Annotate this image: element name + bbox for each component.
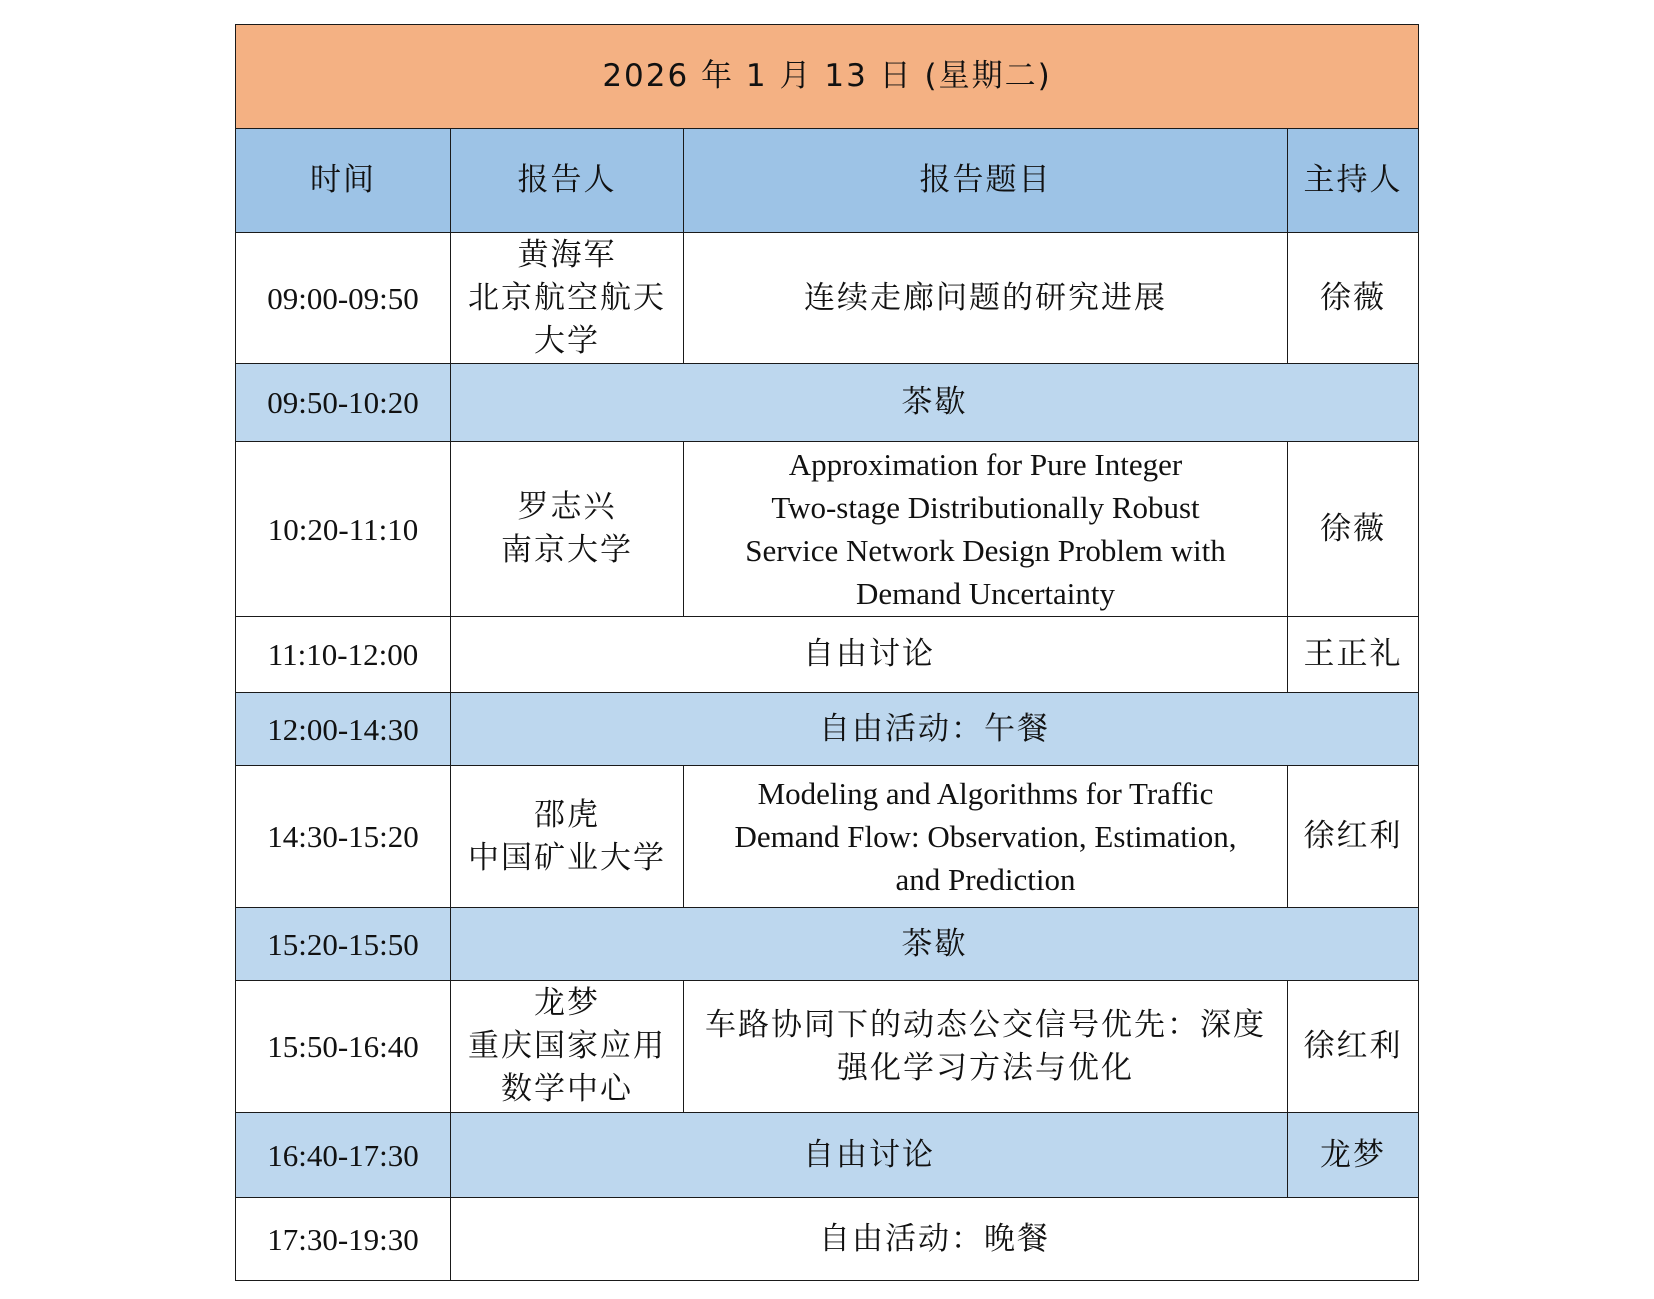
topic-line: 车路协同下的动态公交信号优先：深度 <box>705 1006 1266 1043</box>
time-cell: 09:50-10:20 <box>236 364 451 442</box>
topic-line: and Prediction <box>895 862 1076 897</box>
event-cell: 自由活动：午餐 <box>451 693 1419 766</box>
speaker-affiliation: 中国矿业大学 <box>468 839 666 876</box>
event-cell: 自由活动：晚餐 <box>451 1198 1419 1281</box>
topic-cell <box>684 981 1288 1113</box>
host-cell: 徐红利 <box>1288 981 1419 1113</box>
event-cell: 自由讨论 <box>451 1113 1288 1198</box>
speaker-cell <box>451 766 684 908</box>
speaker-affiliation: 北京航空航天 <box>468 279 666 316</box>
break-row <box>236 908 1419 981</box>
host-cell: 徐薇 <box>1288 233 1419 364</box>
table-row <box>236 617 1419 693</box>
header-row <box>236 129 1419 233</box>
speaker-name: 龙梦 <box>534 985 600 1021</box>
speaker-affiliation: 数学中心 <box>501 1071 633 1107</box>
time-cell: 17:30-19:30 <box>236 1198 451 1281</box>
host-cell: 徐薇 <box>1288 442 1419 617</box>
topic-line: Modeling and Algorithms for Traffic <box>757 776 1214 811</box>
speaker-affiliation: 重庆国家应用 <box>468 1028 666 1064</box>
table-row <box>236 233 1419 364</box>
date-title-row <box>236 25 1419 129</box>
topic-line: Two-stage Distributionally Robust <box>771 490 1200 525</box>
break-row <box>236 1113 1419 1198</box>
header-time: 时间 <box>236 129 451 233</box>
table-row <box>236 766 1419 908</box>
topic-cell: 连续走廊问题的研究进展 <box>684 233 1288 364</box>
header-topic: 报告题目 <box>684 129 1288 233</box>
time-cell: 16:40-17:30 <box>236 1113 451 1198</box>
schedule-table <box>235 24 1419 1281</box>
event-cell: 自由讨论 <box>451 617 1288 693</box>
topic-cell <box>684 442 1288 617</box>
date-title: 2026 年 1 月 13 日 (星期二) <box>236 25 1419 129</box>
host-cell: 龙梦 <box>1288 1113 1419 1198</box>
speaker-affiliation: 南京大学 <box>501 532 633 568</box>
speaker-affiliation: 大学 <box>534 322 600 359</box>
speaker-cell <box>451 981 684 1113</box>
topic-line: Approximation for Pure Integer <box>788 447 1183 482</box>
table-row <box>236 1198 1419 1281</box>
topic-line: Service Network Design Problem with <box>745 533 1226 568</box>
topic-line: Demand Flow: Observation, Estimation, <box>734 819 1237 854</box>
speaker-cell <box>451 442 684 617</box>
header-host: 主持人 <box>1288 129 1419 233</box>
time-cell: 15:50-16:40 <box>236 981 451 1113</box>
event-cell: 茶歇 <box>451 908 1419 981</box>
time-cell: 09:00-09:50 <box>236 233 451 364</box>
speaker-name: 黄海军 <box>517 236 617 273</box>
host-cell: 王正礼 <box>1288 617 1419 693</box>
topic-cell <box>684 766 1288 908</box>
time-cell: 12:00-14:30 <box>236 693 451 766</box>
topic-line: 强化学习方法与优化 <box>837 1049 1134 1086</box>
header-speaker: 报告人 <box>451 129 684 233</box>
table-row <box>236 442 1419 617</box>
table-row <box>236 981 1419 1113</box>
host-cell: 徐红利 <box>1288 766 1419 908</box>
topic-line: Demand Uncertainty <box>855 576 1116 611</box>
speaker-name: 罗志兴 <box>517 489 617 525</box>
speaker-cell <box>451 233 684 364</box>
event-cell: 茶歇 <box>451 364 1419 442</box>
time-cell: 14:30-15:20 <box>236 766 451 908</box>
break-row <box>236 364 1419 442</box>
time-cell: 10:20-11:10 <box>236 442 451 617</box>
break-row <box>236 693 1419 766</box>
speaker-name: 邵虎 <box>534 796 600 833</box>
time-cell: 11:10-12:00 <box>236 617 451 693</box>
time-cell: 15:20-15:50 <box>236 908 451 981</box>
